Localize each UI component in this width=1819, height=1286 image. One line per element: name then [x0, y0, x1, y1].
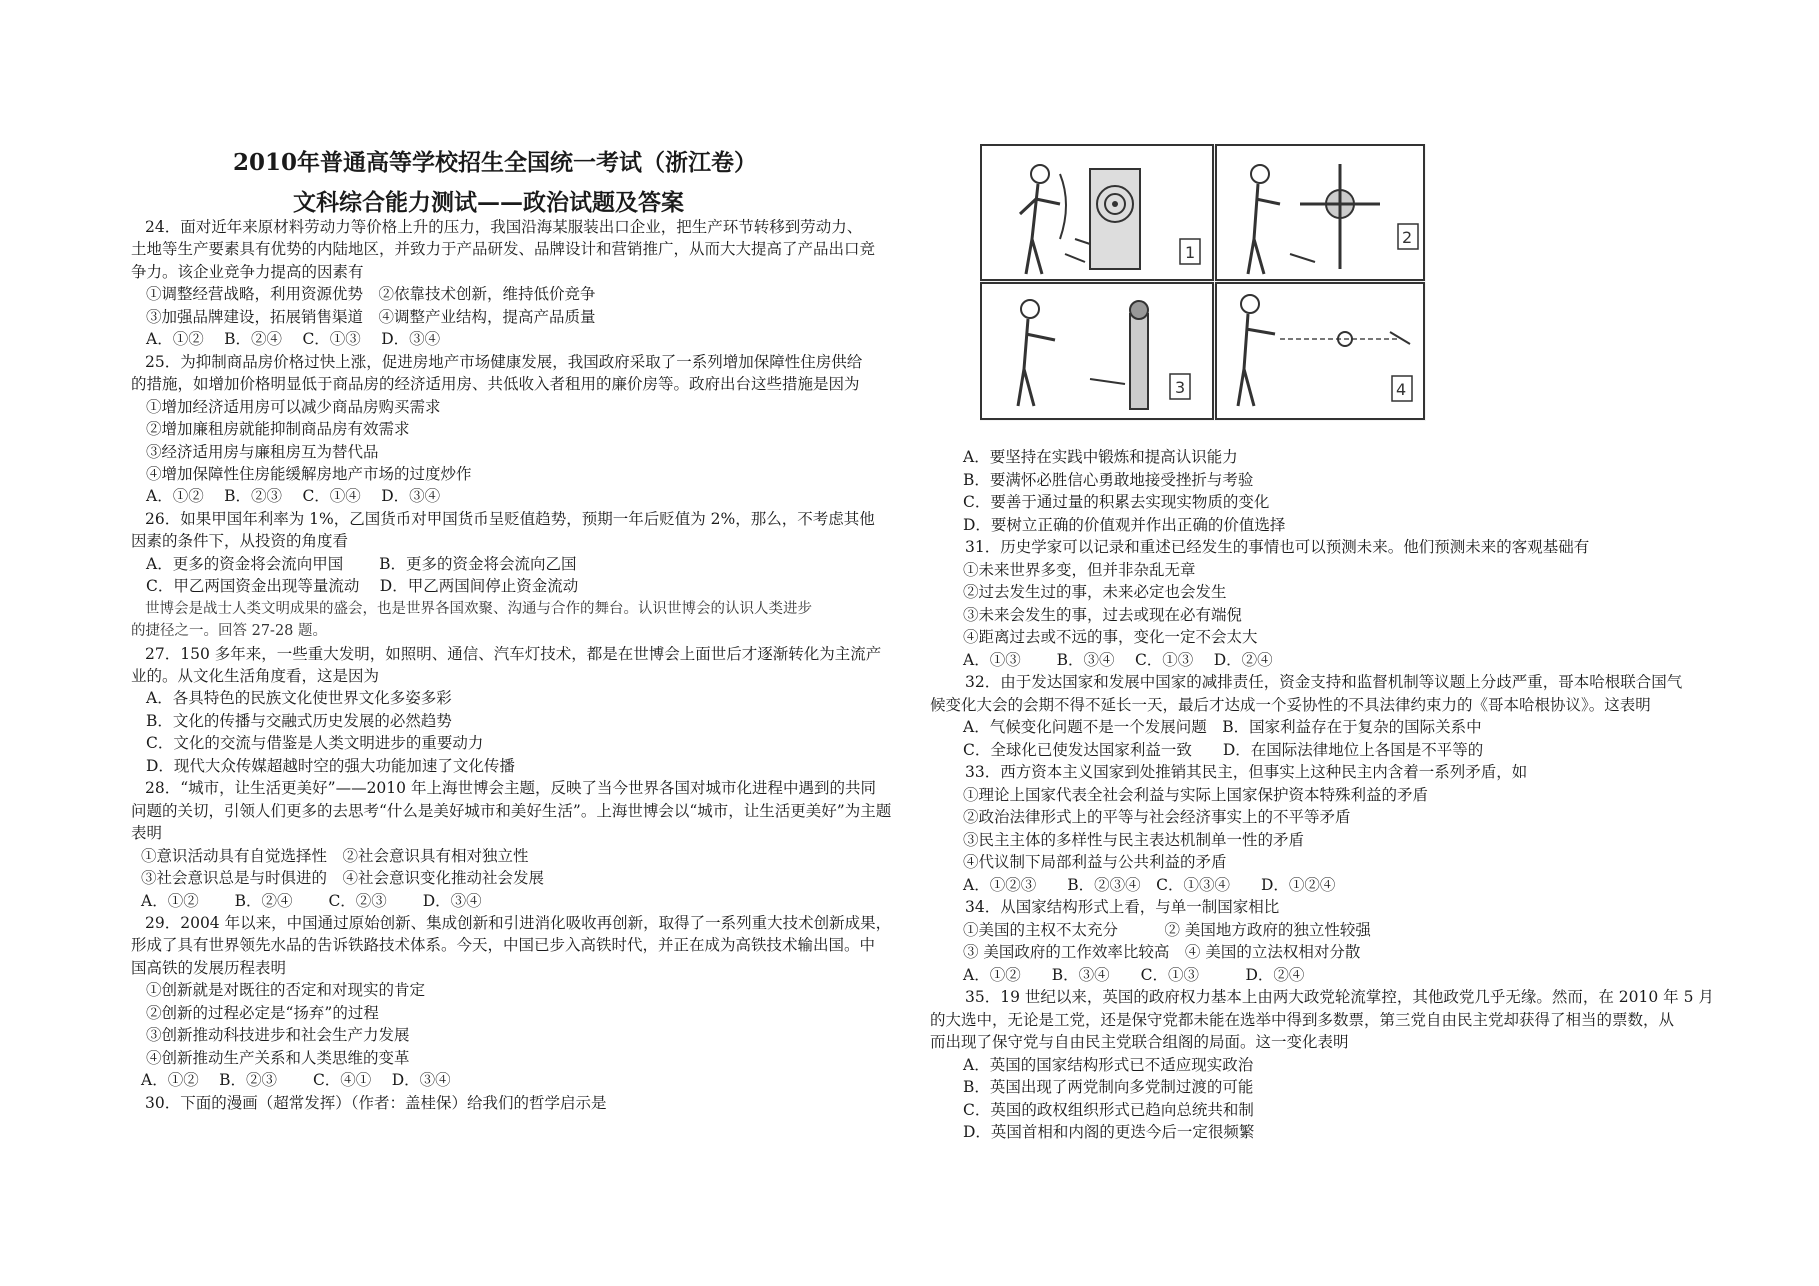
left-text-line: 因素的条件下，从投资的角度看 — [131, 532, 349, 551]
right-text-line: A．①② B．③④ C．①③ D．②④ — [963, 965, 1305, 984]
right-text-line: ③未来会发生的事，过去或现在必有端倪 — [963, 605, 1243, 624]
left-text-line: D．现代大众传媒超越时空的强大功能加速了文化传播 — [146, 756, 515, 775]
left-text-line: 25．为抑制商品房价格过快上涨，促进房地产市场健康发展，我国政府采取了一系列增加保障性住房供给 — [145, 352, 863, 371]
left-text-line: 形成了具有世界领先水品的吿诉铁路技术体系。今天，中国已步入高铁时代，并正在成为高铁技术输出国。中 — [131, 936, 876, 955]
left-text-line: ③经济适用房与廉租房互为替代品 — [146, 442, 379, 461]
left-text-line: 29．2004 年以来，中国通过原始创新、集成创新和引进消化吸收再创新，取得了一系列重大技术创新成果， — [145, 913, 892, 932]
left-text-line: 争力。该企业竞争力提高的因素有 — [131, 262, 364, 281]
cartoon-panel-4 — [1216, 283, 1424, 419]
right-text-line: A．要坚持在实践中锻炼和提高认识能力 — [963, 448, 1238, 466]
right-text-line: ④代议制下局部利益与公共利益的矛盾 — [963, 853, 1227, 871]
left-text-line: 26．如果甲国年利率为 1%，乙国货币对甲国货币呈贬值趋势，预期一年后贬值为 2%，那么，不考虑其他 — [145, 509, 875, 528]
right-text-line: ②过去发生过的事，未来必定也会发生 — [963, 583, 1227, 601]
right-text-line: A．①③ B．③④ C．①③ D．②④ — [963, 650, 1273, 669]
right-text-line: 34．从国家结构形式上看，与单一制国家相比 — [965, 898, 1280, 916]
left-text-line: A．①② B．②④ C．②③ D．③④ — [141, 891, 482, 910]
left-text-line: ③创新推动科技进步和社会生产力发展 — [146, 1026, 410, 1045]
left-text-line: ④创新推动生产关系和人类思维的变革 — [146, 1048, 410, 1067]
right-text-line: B．要满怀必胜信心勇敢地接受挫折与考验 — [963, 470, 1254, 489]
right-text-line: ④距离过去或不远的事，变化一定不会太大 — [963, 628, 1258, 646]
left-text-line: A．①② B．②③ C．①④ D．③④ — [146, 487, 441, 506]
left-text-line: ①增加经济适用房可以减少商品房购买需求 — [146, 397, 441, 416]
cartoon-panel-2 — [1216, 145, 1424, 280]
left-text-line: ②创新的过程必定是“扬弃”的过程 — [146, 1003, 379, 1022]
right-text-line: B．英国出现了两党制向多党制过渡的可能 — [963, 1078, 1254, 1096]
right-text-line: A．气候变化问题不是一个发展问题 B．国家利益存在于复杂的国际关系中 — [963, 718, 1482, 736]
left-text-line: ①调整经营战略，利用资源优势 ②依靠技术创新，维持低价竞争 — [146, 285, 596, 304]
left-text-line: 国高铁的发展历程表明 — [131, 958, 287, 977]
right-text-line: ①未来世界多变，但并非杂乱无章 — [963, 560, 1196, 579]
right-text-line: ③民主主体的多样性与民主表达机制单一性的矛盾 — [963, 830, 1305, 849]
left-text-line: 业的。从文化生活角度看，这是因为 — [131, 667, 380, 685]
left-text-line: 的捷径之一。回答 27-28 题。 — [131, 623, 328, 640]
right-text-line: 32．由于发达国家和发展中国家的减排责任，资金支持和监督机制等议题上分歧严重，哥本哈根联合国气 — [965, 673, 1683, 691]
right-text-line: ②政治法律形式上的平等与社会经济事实上的不平等矛盾 — [963, 808, 1351, 826]
right-text-line: C．要善于通过量的积累去实现实物质的变化 — [963, 493, 1270, 511]
cartoon-panel-3 — [981, 283, 1213, 419]
left-text-line: 24．面对近年来原材料劳动力等价格上升的压力，我国沿海某服装出口企业，把生产环节转移到劳动力、 — [145, 218, 863, 236]
cartoon-panel-label: 4 — [1396, 380, 1407, 399]
left-text-line: A．①② B．②④ C．①③ D．③④ — [146, 330, 441, 349]
right-text-line: A．①②③ B．②③④ C．①③④ D．①②④ — [963, 875, 1336, 894]
left-text-line: A．更多的资金将会流向甲国 B．更多的资金将会流向乙国 — [146, 554, 577, 573]
left-text-line: ③加强品牌建设，拓展销售渠道 ④调整产业结构，提高产品质量 — [146, 307, 596, 326]
left-text-line: 问题的关切，引领人们更多的去思考“什么是美好城市和美好生活”。上海世博会以“城市，让生活更美好”为主题 — [131, 801, 892, 820]
cartoon-panel-label: 3 — [1175, 378, 1186, 397]
left-text-line: ②增加廉租房就能抑制商品房有效需求 — [146, 420, 410, 439]
right-text-line: ①美国的主权不太充分 ② 美国地方政府的独立性较强 — [963, 920, 1371, 939]
right-text-line: 33．西方资本主义国家到处推销其民主，但事实上这种民主内含着一系列矛盾，如 — [965, 763, 1528, 781]
cartoon-panel-1 — [981, 145, 1213, 280]
left-text-line: ④增加保障性住房能缓解房地产市场的过度炒作 — [146, 464, 472, 483]
left-text-line: ①意识活动具有自觉选择性 ②社会意识具有相对独立性 — [141, 846, 529, 865]
right-text-line: 的大选中，无论是工党，还是保守党都未能在选举中得到多数票，第三党自由民主党却获得了相当的票数，从 — [930, 1010, 1675, 1029]
left-text-line: 世博会是战士人类文明成果的盛会，也是世界各国欢聚、沟通与合作的舞台。认识世博会的认识人类进步 — [145, 600, 812, 617]
right-text-line: C．全球化已使发达国家利益一致 D．在国际法律地位上各国是不平等的 — [963, 740, 1484, 759]
left-text-line: 28．“城市，让生活更美好”——2010 年上海世博会主题，反映了当今世界各国对城市化进程中遇到的共同 — [145, 779, 876, 798]
left-text-line: A．①② B．②③ C．④① D．③④ — [141, 1071, 451, 1090]
right-text-line: ①理论上国家代表全社会利益与实际上国家保护资本特殊利益的矛盾 — [963, 785, 1429, 804]
cartoon-panel-label: 2 — [1402, 228, 1413, 247]
left-text-line: B．文化的传播与交融式历史发展的必然趋势 — [146, 711, 452, 730]
right-text-line: ③ 美国政府的工作效率比较高 ④ 美国的立法权相对分散 — [963, 943, 1361, 961]
right-text-line: 候变化大会的会期不得不延长一天，最后才达成一个妥协性的不具法律约束力的《哥本哈根协议》。这表明 — [930, 695, 1651, 714]
cartoon-image — [980, 144, 1426, 421]
right-text-line: D．英国首相和内阁的更迭今后一定很频繁 — [963, 1123, 1255, 1141]
left-text-line: 30．下面的漫画（超常发挥）（作者：盖桂保）给我们的哲学启示是 — [145, 1093, 607, 1112]
left-text-line: A．各具特色的民族文化使世界文化多姿多彩 — [146, 689, 452, 708]
right-text-line: 而出现了保守党与自由民主党联合组阁的局面。这一变化表明 — [930, 1033, 1349, 1051]
left-text-line: ①创新就是对既往的否定和对现实的肯定 — [146, 981, 426, 1000]
cartoon-svg — [980, 144, 1426, 421]
left-text-line: C．甲乙两国资金出现等量流动 D．甲乙两国间停止资金流动 — [146, 577, 579, 596]
right-text-line: D．要树立正确的价值观并作出正确的价值选择 — [963, 515, 1286, 534]
left-text-line: 土地等生产要素具有优势的内陆地区，并致力于产品研发、品牌设计和营销推广，从而大大提高了产品出口竞 — [131, 240, 876, 259]
page-title-line1: 2010年普通高等学校招生全国统一考试（浙江卷） — [233, 149, 758, 176]
right-text-line: A．英国的国家结构形式已不适应现实政治 — [963, 1055, 1254, 1074]
right-text-line: C．英国的政权组织形式已趋向总统共和制 — [963, 1100, 1254, 1119]
right-text-line: 35．19 世纪以来，英国的政府权力基本上由两大政党轮流掌控，其他政党几乎无缘。然而，在 2010 年 5 月 — [965, 988, 1714, 1006]
cartoon-panel-label: 1 — [1185, 243, 1196, 262]
right-text-line: 31．历史学家可以记录和重述已经发生的事情也可以预测未来。他们预测未来的客观基础有 — [965, 538, 1590, 556]
left-text-line: C．文化的交流与借鉴是人类文明进步的重要动力 — [146, 734, 484, 753]
page-title-line2: 文科综合能力测试——政治试题及答案 — [293, 189, 684, 216]
left-text-line: 27．150 多年来，一些重大发明，如照明、通信、汽车灯技术，都是在世博会上面世后才逐渐转化为主流产 — [145, 644, 882, 663]
left-text-line: 表明 — [131, 824, 163, 843]
left-text-line: 的措施，如增加价格明显低于商品房的经济适用房、共低收入者租用的廉价房等。政府出台这些措施是因为 — [131, 375, 860, 394]
left-text-line: ③社会意识总是与时俱进的 ④社会意识变化推动社会发展 — [141, 869, 545, 888]
